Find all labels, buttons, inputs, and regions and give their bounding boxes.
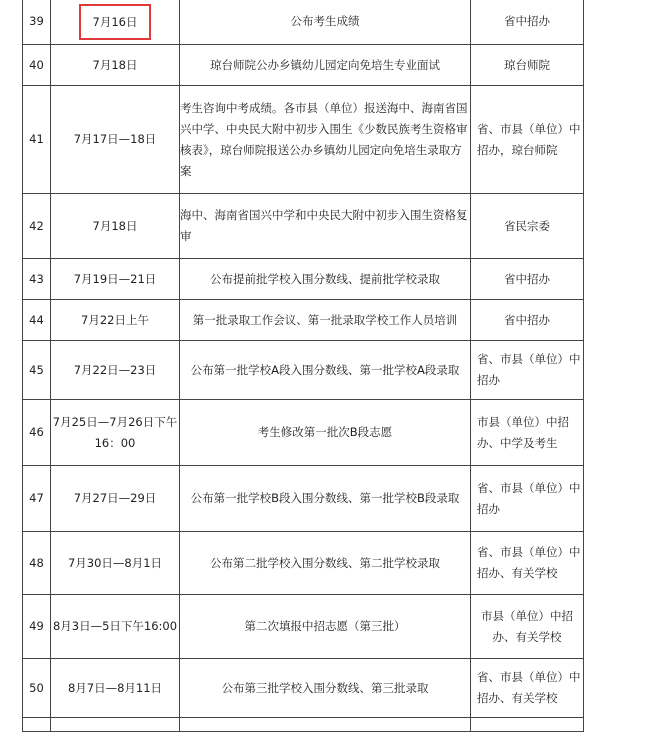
date-cell (51, 0, 180, 45)
event-cell: 公布第一批学校A段入围分数线、第一批学校A段录取 (180, 341, 471, 400)
date-cell: 7月17日—18日 (51, 86, 180, 194)
event-cell: 公布第一批学校B段入围分数线、第一批学校B段录取 (180, 466, 471, 532)
table-row (23, 300, 584, 341)
table-row (23, 0, 584, 45)
row-number: 45 (23, 341, 51, 400)
department-cell: 省中招办 (471, 300, 584, 341)
row-number: 42 (23, 194, 51, 259)
schedule-table (22, 0, 584, 732)
department-cell: 市县（单位）中招办、有关学校 (471, 595, 584, 659)
date-cell: 7月18日 (51, 45, 180, 86)
event-cell: 考生咨询中考成绩。各市县（单位）报送海中、海南省国兴中学、中央民大附中初步入围生《少数民族考生资格审核表》，琼台师院报送公办乡镇幼儿园定向免培生录取方案 (180, 86, 471, 194)
table-row (23, 45, 584, 86)
table-row (23, 341, 584, 400)
row-number: 39 (23, 0, 51, 45)
department-cell: 琼台师院 (471, 45, 584, 86)
row-number: 41 (23, 86, 51, 194)
date-cell: 7月27日—29日 (51, 466, 180, 532)
row-number: 49 (23, 595, 51, 659)
event-cell: 公布第三批学校入围分数线、第三批录取 (180, 659, 471, 718)
date-cell: 8月7日—8月11日 (51, 659, 180, 718)
table-row (23, 532, 584, 595)
event-cell: 公布第二批学校入围分数线、第二批学校录取 (180, 532, 471, 595)
date-cell: 7月30日—8月1日 (51, 532, 180, 595)
date-cell: 7月22日—23日 (51, 341, 180, 400)
event-cell: 考生修改第一批次B段志愿 (180, 400, 471, 466)
department-cell: 省民宗委 (471, 194, 584, 259)
event-cell: 海中、海南省国兴中学和中央民大附中初步入围生资格复审 (180, 194, 471, 259)
date-cell: 7月19日—21日 (51, 259, 180, 300)
row-number: 40 (23, 45, 51, 86)
table-row (23, 194, 584, 259)
department-cell: 省、市县（单位）中招办，琼台师院 (471, 86, 584, 194)
row-number: 44 (23, 300, 51, 341)
event-cell: 琼台师院公办乡镇幼儿园定向免培生专业面试 (180, 45, 471, 86)
table-row-partial (23, 718, 584, 732)
table-row (23, 659, 584, 718)
department-cell: 市县（单位）中招办、中学及考生 (471, 400, 584, 466)
highlighted-date: 7月16日 (79, 4, 152, 40)
row-number: 48 (23, 532, 51, 595)
table-row (23, 400, 584, 466)
department-cell: 省、市县（单位）中招办、有关学校 (471, 659, 584, 718)
department-cell: 省中招办 (471, 0, 584, 45)
row-number: 43 (23, 259, 51, 300)
table-row (23, 259, 584, 300)
event-cell: 第一批录取工作会议、第一批录取学校工作人员培训 (180, 300, 471, 341)
event-cell: 公布提前批学校入围分数线、提前批学校录取 (180, 259, 471, 300)
table-row (23, 466, 584, 532)
table-row (23, 595, 584, 659)
department-cell: 省、市县（单位）中招办 (471, 341, 584, 400)
date-cell: 8月3日—5日下午16:00 (51, 595, 180, 659)
date-cell: 7月18日 (51, 194, 180, 259)
department-cell: 省、市县（单位）中招办 (471, 466, 584, 532)
event-cell: 第二次填报中招志愿（第三批） (180, 595, 471, 659)
row-number: 47 (23, 466, 51, 532)
row-number: 50 (23, 659, 51, 718)
date-cell: 7月25日—7月26日下午16：00 (51, 400, 180, 466)
department-cell: 省、市县（单位）中招办、有关学校 (471, 532, 584, 595)
date-cell: 7月22日上午 (51, 300, 180, 341)
department-cell: 省中招办 (471, 259, 584, 300)
table-row (23, 86, 584, 194)
event-cell: 公布考生成绩 (180, 0, 471, 45)
row-number: 46 (23, 400, 51, 466)
